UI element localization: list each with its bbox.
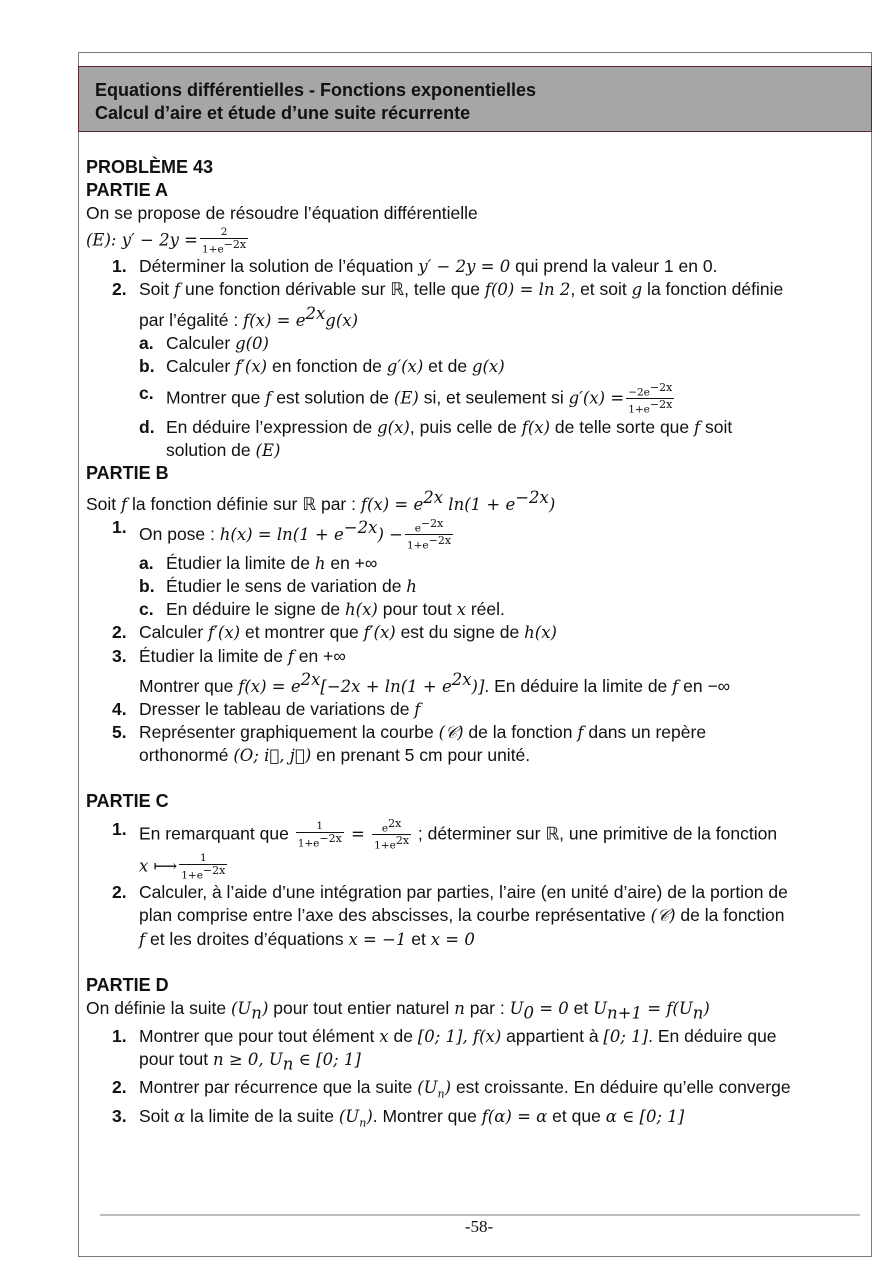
list-item: 2. Calculer, à l’aide d’une intégration par parties, l’aire (en unité d’aire) de la portion de plan comprise entre l’axe des abscisses, la courbe représentative (𝒞) de la fonction f et les droites d’équations x = −1 et x = 0 <box>112 882 788 949</box>
list-item: 1. Déterminer la solution de l’équation y′ − 2y = 0 qui prend la valeur 1 en 0. <box>112 256 718 277</box>
part-a-intro: On se propose de résoudre l’équation différentielle <box>86 203 478 224</box>
part-b-intro: Soit f la fonction définie sur ℝ par : $f(x) = e^{2x}$ $\ln(1 + e^{-2x})$ <box>86 487 556 514</box>
part-c-title: PARTIE C <box>86 791 169 812</box>
sub-item: a. Étudier la limite de h en +∞ <box>139 552 378 573</box>
list-item: 5. Représenter graphiquement la courbe (𝒞) de la fonction f dans un repère orthonormé (O; i⃗, j⃗) en prenant 5 cm pour unité. <box>112 722 707 766</box>
page-number: -58- <box>464 1217 494 1236</box>
footer-divider <box>100 1214 860 1216</box>
equation-e: (E): y′ − 2y = $\frac{2}{1+e^{-2x}}$ <box>86 225 247 256</box>
list-item: 3. Étudier la limite de f en +∞ Montrer que $f(x) = e^{2x}[-2x + \ln(1 + e^{2x})]$. En déduire la limite de f en −∞ <box>112 645 731 696</box>
list-item: 2. Montrer par récurrence que la suite $(U_n)$ est croissante. En déduire qu’elle converge <box>112 1076 791 1100</box>
header-banner <box>78 66 872 132</box>
sub-item: a. Calculer g(0) <box>139 332 269 353</box>
problem-title: PROBLÈME 43 <box>86 157 214 177</box>
sub-item: c. Montrer que f est solution de (E) si, et seulement si g′(x) = $\frac{-2e^{-2x}}{1+e^{-2x}}$ <box>139 380 673 416</box>
header-title: Equations différentielles - Fonctions exponentielles <box>95 80 537 100</box>
list-item: 1. On pose : $h(x) = \ln(1 + e^{-2x})$ − $\frac{e^{-2x}}{1+e^{-2x}}$ <box>112 516 452 552</box>
header-subtitle: Calcul d’aire et étude d’une suite récurrente <box>95 103 471 123</box>
document-body <box>86 156 870 1135</box>
part-d-intro: On définie la suite $(U_n)$ pour tout entier naturel n par : $U_0 = 0$ et $U_{n+1} = f(U_n)$ <box>86 997 710 1023</box>
list-item: 2. Soit f une fonction dérivable sur ℝ, telle que f(0) = ln 2, et soit g la fonction définie par l’égalité : $f(x) = e^{2x}g(x)$ <box>112 279 784 330</box>
list-item: 3. Soit α la limite de la suite $(U_n)$. Montrer que f(α) = α et que α ∈ [0; 1] <box>112 1106 685 1130</box>
list-item: 1. En remarquant que $\frac{1}{1+e^{-2x}}$ = $\frac{e^{2x}}{1+e^{2x}}$ ; déterminer sur ℝ, une primitive de la fonction x ⟼ $\frac{1}{1+e^{-2x}}$ <box>112 816 778 882</box>
part-b-title: PARTIE B <box>86 463 169 484</box>
sub-item: d. En déduire l’expression de g(x), puis celle de f(x) de telle sorte que f soit solution de (E) <box>139 416 733 461</box>
sub-item: b. Étudier le sens de variation de h <box>139 576 417 596</box>
list-item: 1. Montrer que pour tout élément x de [0; 1], f(x) appartient à [0; 1]. En déduire que pour tout n ≥ 0, $U_n$ ∈ [0; 1] <box>112 1025 777 1074</box>
sub-item: b. Calculer f′(x) en fonction de g′(x) et de g(x) <box>139 355 505 376</box>
part-a-title: PARTIE A <box>86 180 169 201</box>
sub-item: c. En déduire le signe de h(x) pour tout x réel. <box>139 599 505 620</box>
part-d-title: PARTIE D <box>86 974 169 995</box>
list-item: 4. Dresser le tableau de variations de f <box>112 698 421 719</box>
list-item: 2. Calculer f′(x) et montrer que f′(x) est du signe de h(x) <box>112 622 557 643</box>
